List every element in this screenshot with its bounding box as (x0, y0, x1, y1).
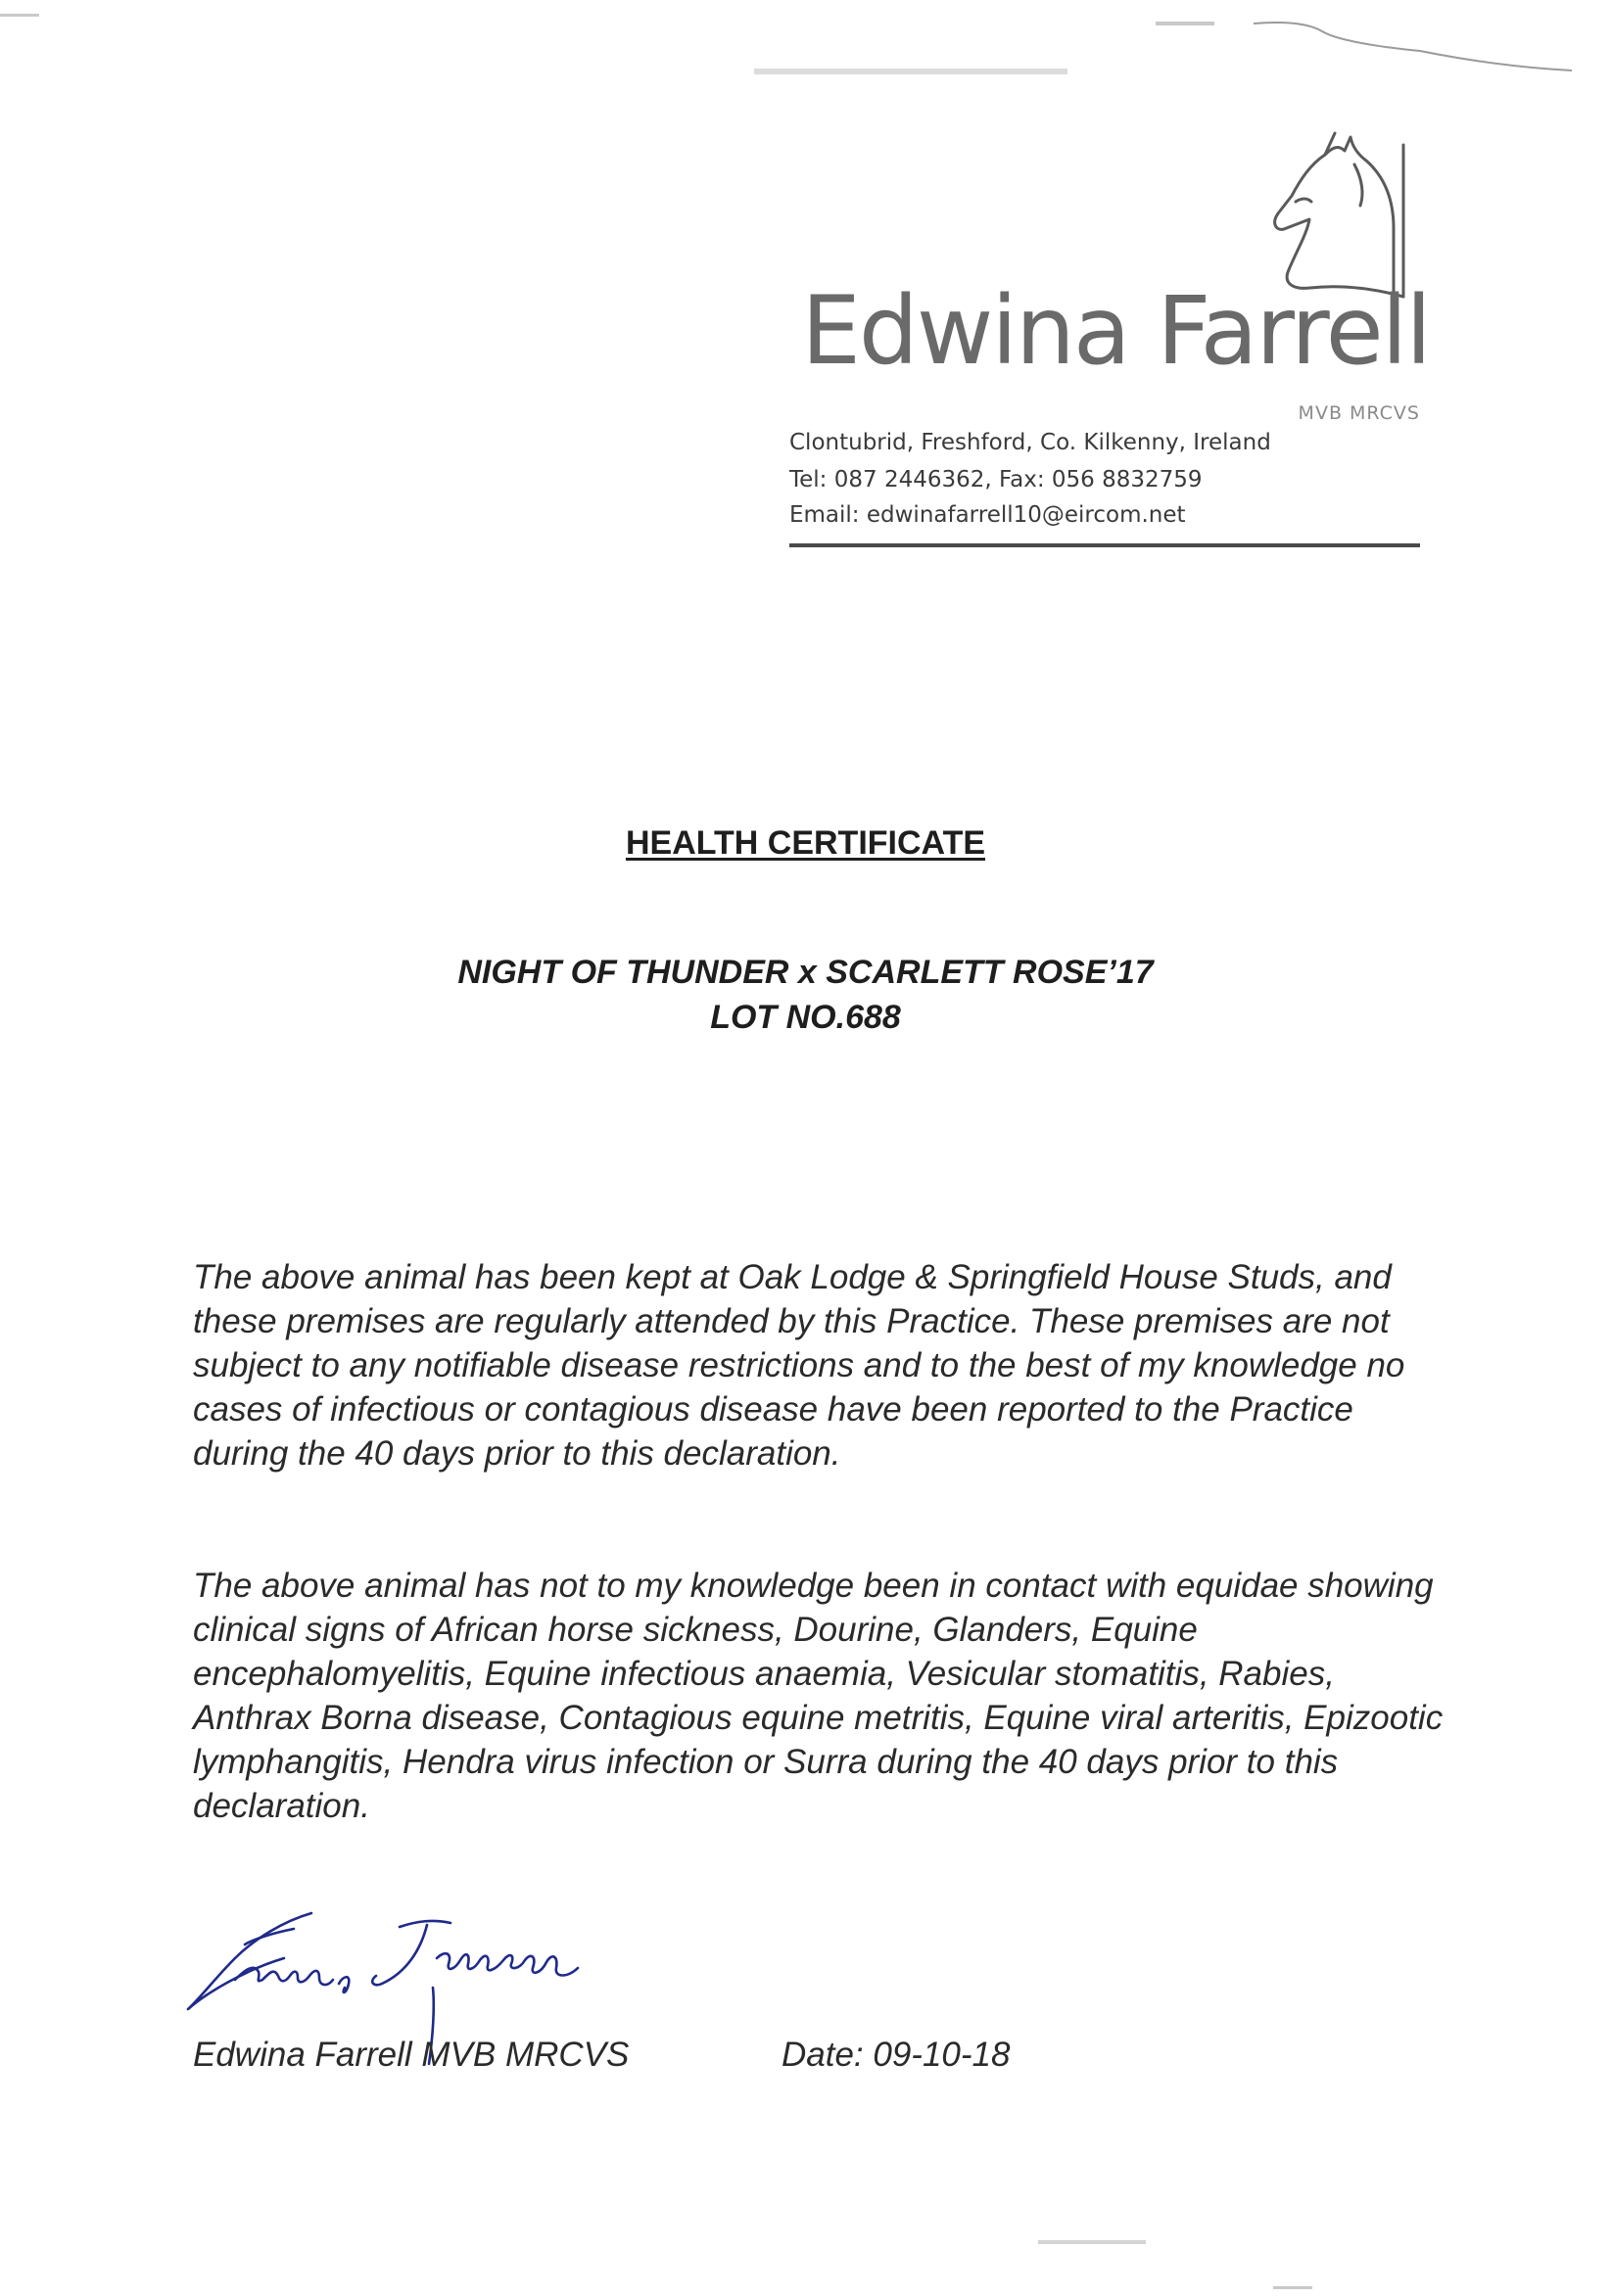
declaration-paragraph-premises: The above animal has been kept at Oak Lodge & Springfield House Studs, and these premises are regularly attended by this Practice. These premises are not subject to any notifiable disease restrictions and to the best of my knowledge no cases of infectious or contagious disease have been reported to the Practice during the 40 days prior to this declaration. (193, 1258, 1405, 1473)
scan-artifact (1038, 2240, 1146, 2244)
letterhead-name: Edwina Farrell (801, 276, 1430, 386)
certificate-lot: LOT NO.688 (710, 999, 901, 1036)
letterhead-email: Email: edwinafarrell10@eircom.net (789, 502, 1186, 528)
scan-artifact-line (1244, 10, 1577, 78)
certificate-subject: NIGHT OF THUNDER x SCARLETT ROSE’17 (457, 954, 1154, 991)
declaration-paragraph-contact: The above animal has not to my knowledge been in contact with equidae showing clinical signs of African horse sickness, Dourine, Glanders, Equine encephalomyelitis, Equine infectious anaemia, Vesicular stomatitis, Rabies, Anthrax Borna disease, Contagious equine metritis, Equine viral arteritis, Epizootic lymphangitis, Hendra virus infection or Surra during the 40 days prior to this declaration. (193, 1567, 1444, 1825)
scan-artifact (1273, 2286, 1312, 2289)
certificate-title-text: HEALTH CERTIFICATE (625, 824, 986, 862)
signature-date: Date: 09-10-18 (782, 2036, 1011, 2074)
letterhead-qualifications: MVB MRCVS (1298, 402, 1420, 424)
scan-artifact (754, 69, 1067, 74)
scan-artifact (0, 14, 39, 17)
scan-artifact (1156, 22, 1214, 25)
letterhead-divider (789, 543, 1420, 547)
certificate-title (392, 816, 1219, 870)
letterhead-address: Clontubrid, Freshford, Co. Kilkenny, Ireland (789, 430, 1271, 455)
letterhead-phone: Tel: 087 2446362, Fax: 056 8832759 (789, 467, 1203, 492)
signer-name: Edwina Farrell MVB MRCVS (193, 2036, 630, 2074)
